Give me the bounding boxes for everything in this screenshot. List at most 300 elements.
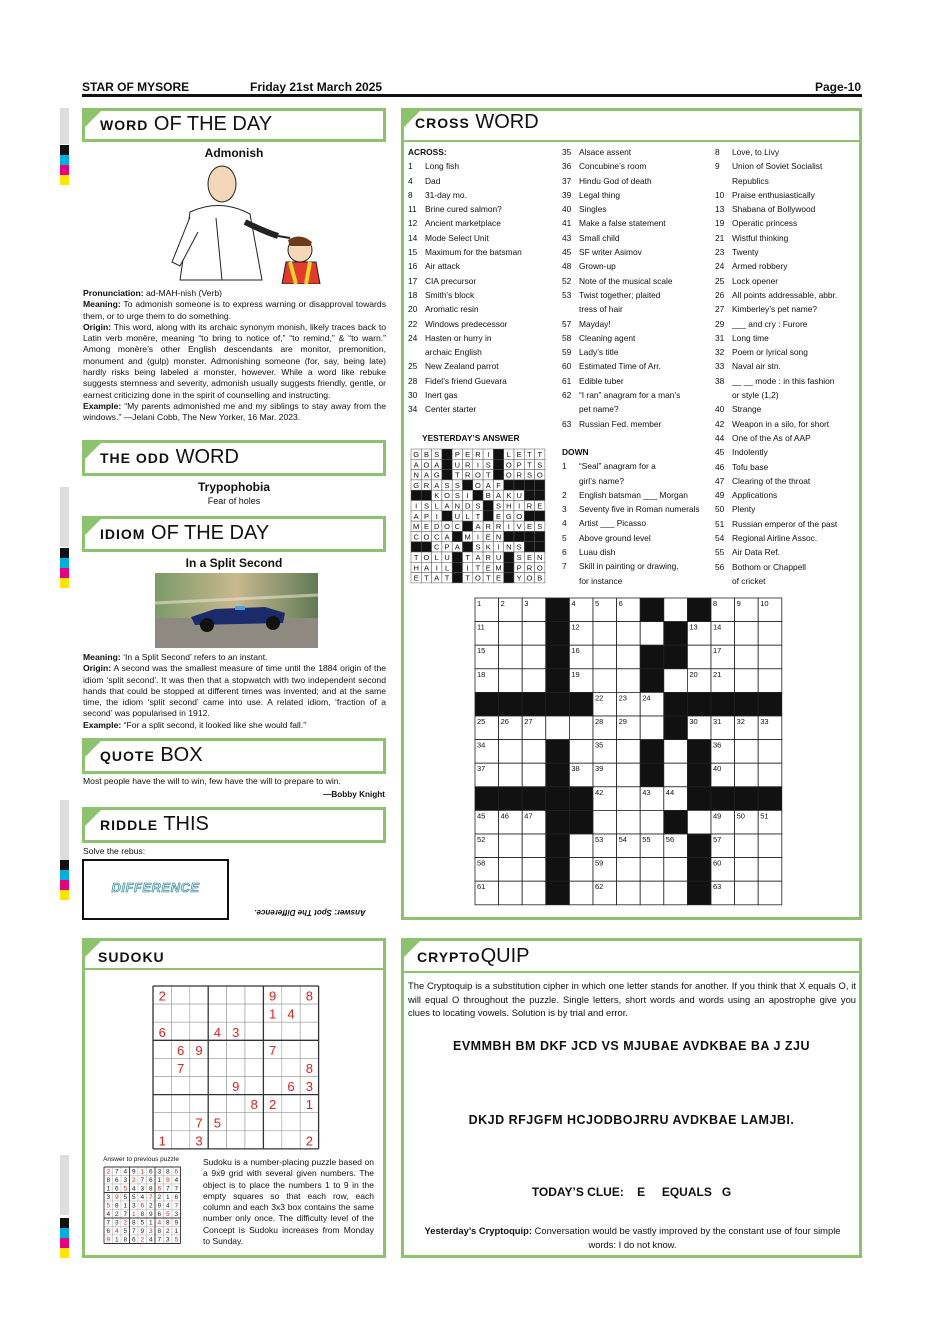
answer-letter: E xyxy=(496,573,502,583)
crossword-cell[interactable] xyxy=(758,622,782,646)
clue-number: 37 xyxy=(477,764,486,774)
sudoku-cell[interactable] xyxy=(190,1095,208,1113)
sudoku-cell[interactable] xyxy=(190,986,208,1004)
sudoku-cell[interactable] xyxy=(208,1077,226,1095)
sudoku-cell[interactable] xyxy=(282,986,300,1004)
block-cell xyxy=(758,692,782,716)
sudoku-cell[interactable] xyxy=(227,1131,245,1149)
sudoku-cell[interactable] xyxy=(171,1077,189,1095)
answer-letter: A xyxy=(485,480,491,490)
crossword-cell[interactable] xyxy=(617,622,641,646)
answer-letter: O xyxy=(505,460,512,470)
clue-number: 20 xyxy=(689,669,698,679)
sudoku-cell[interactable] xyxy=(208,1004,226,1022)
crossword-cell[interactable] xyxy=(640,622,664,646)
crossword-cell[interactable] xyxy=(617,881,641,905)
clue-number: 1 xyxy=(562,461,567,472)
word-of-day-title: WORD OF THE DAY xyxy=(100,113,273,135)
quote-title: QUOTE BOX xyxy=(100,744,203,766)
block-cell xyxy=(504,573,514,583)
answer-letter: O xyxy=(475,470,481,480)
sudoku-grid[interactable] xyxy=(152,985,320,1150)
answer-letter: E xyxy=(537,501,543,511)
crossword-cell[interactable] xyxy=(522,881,546,905)
answer-digit: 8 xyxy=(165,1168,170,1176)
clue-number: 58 xyxy=(477,858,486,868)
crossword-cell[interactable] xyxy=(664,858,688,882)
crossword-grid[interactable] xyxy=(474,597,786,909)
sudoku-cell[interactable] xyxy=(227,1113,245,1131)
crossword-cell[interactable] xyxy=(687,810,711,834)
answer-digit: 3 xyxy=(114,1219,119,1227)
answer-digit: 5 xyxy=(123,1185,128,1193)
answer-letter: P xyxy=(454,450,460,459)
idiom-phrase: In a Split Second xyxy=(185,556,283,570)
clue-number: 4 xyxy=(408,175,413,186)
clue-row xyxy=(715,259,860,273)
cryptoquip-intro: The Cryptoquip is a substitution cipher in which one letter stands for another. If you think that X equals O, it will equal O throughout the puzzle. Single letters, short words and words using an apostrophe give you clues to locating vowels. Solution is by trial and error. xyxy=(408,980,856,1018)
crossword-cell[interactable] xyxy=(664,881,688,905)
corner-flag xyxy=(85,741,101,757)
clue-text: Windows predecessor xyxy=(425,318,508,329)
sudoku-cell[interactable] xyxy=(263,1113,281,1131)
crossword-cell[interactable] xyxy=(569,834,593,858)
answer-letter: K xyxy=(506,491,512,501)
sudoku-cell[interactable] xyxy=(208,1040,226,1058)
crossword-cell[interactable] xyxy=(593,622,617,646)
clue-text: __ __ mode : in this fashion xyxy=(732,375,835,386)
sudoku-cell[interactable] xyxy=(300,1040,318,1058)
clue-number: 31 xyxy=(715,332,725,343)
clue-text: of cricket xyxy=(732,575,766,586)
sudoku-cell[interactable] xyxy=(282,1040,300,1058)
sudoku-cell[interactable] xyxy=(245,1058,263,1076)
clue-text: Maximum for the batsman xyxy=(425,247,522,258)
block-cell xyxy=(687,598,711,622)
sudoku-cell[interactable] xyxy=(245,986,263,1004)
crossword-cell[interactable] xyxy=(593,810,617,834)
clue-row xyxy=(562,245,712,259)
crossword-cell[interactable] xyxy=(640,810,664,834)
clue-number: 44 xyxy=(715,432,725,443)
answer-letter: Y xyxy=(516,573,522,583)
block-cell xyxy=(421,490,431,500)
sudoku-cell[interactable] xyxy=(153,1077,171,1095)
block-cell xyxy=(640,645,664,669)
sudoku-cell[interactable] xyxy=(171,1004,189,1022)
crossword-cell[interactable] xyxy=(758,740,782,764)
answer-digit: 9 xyxy=(106,1236,111,1244)
clue-row xyxy=(715,560,860,574)
crossword-cell[interactable] xyxy=(499,669,523,693)
sudoku-cell[interactable] xyxy=(171,986,189,1004)
crossword-cell[interactable] xyxy=(758,763,782,787)
answer-digit: 1 xyxy=(114,1236,119,1244)
sudoku-cell[interactable] xyxy=(300,1022,318,1040)
answer-digit: 1 xyxy=(165,1194,170,1202)
sudoku-cell[interactable] xyxy=(282,1058,300,1076)
sudoku-cell[interactable] xyxy=(245,1077,263,1095)
clue-number xyxy=(562,302,579,316)
clue-text: Twenty xyxy=(732,247,759,258)
sudoku-cell[interactable] xyxy=(227,1095,245,1113)
answer-letter: R xyxy=(475,450,481,459)
clue-row xyxy=(562,274,712,288)
block-cell xyxy=(475,692,499,716)
answer-letter: L xyxy=(506,450,511,459)
sudoku-cell[interactable] xyxy=(245,1113,263,1131)
sudoku-cell[interactable] xyxy=(263,1058,281,1076)
answer-letter: G xyxy=(433,470,440,480)
block-cell xyxy=(475,787,499,811)
clue-number: 30 xyxy=(408,390,418,401)
clue-number: 39 xyxy=(562,189,572,200)
sudoku-cell[interactable] xyxy=(245,1004,263,1022)
crossword-cell[interactable] xyxy=(735,881,759,905)
crossword-cell[interactable] xyxy=(640,858,664,882)
clue-row xyxy=(408,331,558,345)
sudoku-given: 6 xyxy=(158,1024,166,1040)
crossword-cell[interactable] xyxy=(640,716,664,740)
race-car-photo xyxy=(155,573,318,648)
clue-number: 46 xyxy=(500,811,509,821)
sudoku-cell[interactable] xyxy=(245,1131,263,1149)
sudoku-cell[interactable] xyxy=(190,1058,208,1076)
block-cell xyxy=(514,531,524,541)
clue-text: Love, to Livy xyxy=(732,147,780,157)
clue-text: Brine cured salmon? xyxy=(425,204,502,215)
clue-number: 36 xyxy=(562,161,572,172)
clue-number: 23 xyxy=(618,693,627,703)
sudoku-cell[interactable] xyxy=(227,1004,245,1022)
crossword-cell[interactable] xyxy=(593,645,617,669)
answer-digit: 2 xyxy=(157,1194,162,1202)
clue-text: Singles xyxy=(579,204,607,215)
sudoku-cell[interactable] xyxy=(208,1058,226,1076)
answer-letter: O xyxy=(423,460,430,470)
sudoku-cell[interactable] xyxy=(153,1058,171,1076)
crossword-cell[interactable] xyxy=(758,645,782,669)
crossword-cell[interactable] xyxy=(617,787,641,811)
sudoku-cell[interactable] xyxy=(208,1095,226,1113)
sudoku-cell[interactable] xyxy=(263,1131,281,1149)
crossword-cell[interactable] xyxy=(569,740,593,764)
crossword-cell[interactable] xyxy=(593,669,617,693)
crossword-cell[interactable] xyxy=(522,622,546,646)
crossword-cell[interactable] xyxy=(617,740,641,764)
clue-number: 14 xyxy=(713,622,722,632)
crossword-cell[interactable] xyxy=(522,858,546,882)
crossword-cell[interactable] xyxy=(499,834,523,858)
answer-digit: 6 xyxy=(174,1194,179,1202)
clue-text: Alsace assent xyxy=(579,147,632,157)
sudoku-given: 4 xyxy=(213,1024,222,1040)
clue-text: Strange xyxy=(732,404,762,415)
block-cell xyxy=(546,763,570,787)
crossword-cell[interactable] xyxy=(664,763,688,787)
clue-text: Cleaning agent xyxy=(579,332,636,343)
clue-text: Long fish xyxy=(425,161,459,172)
crossword-cell[interactable] xyxy=(522,740,546,764)
crossword-cell[interactable] xyxy=(617,858,641,882)
crossword-cell[interactable] xyxy=(522,763,546,787)
clue-number: 42 xyxy=(715,418,725,429)
clue-number: 2 xyxy=(500,599,505,608)
answer-digit: 6 xyxy=(140,1202,145,1210)
sudoku-cell[interactable] xyxy=(282,1095,300,1113)
idiom-title: IDIOM OF THE DAY xyxy=(100,522,270,544)
sudoku-answer-label: Answer to previous puzzle xyxy=(103,1156,179,1163)
odd-word: Trypophobia xyxy=(198,480,270,494)
clue-row xyxy=(562,388,712,402)
sudoku-cell[interactable] xyxy=(208,986,226,1004)
sudoku-cell[interactable] xyxy=(245,1040,263,1058)
crossword-cell[interactable] xyxy=(735,669,759,693)
clue-row xyxy=(715,488,860,502)
crossword-cell[interactable] xyxy=(499,858,523,882)
answer-digit: 8 xyxy=(106,1177,111,1185)
block-cell xyxy=(687,692,711,716)
clue-number: 8 xyxy=(713,599,718,608)
answer-letter: I xyxy=(435,511,438,521)
sudoku-cell[interactable] xyxy=(190,1077,208,1095)
clue-row xyxy=(562,574,712,588)
sudoku-cell[interactable] xyxy=(227,986,245,1004)
clue-number: 63 xyxy=(713,882,722,892)
clue-row xyxy=(715,145,860,159)
answer-letter: A xyxy=(434,460,440,470)
answer-letter: U xyxy=(516,491,522,501)
crossword-cell[interactable] xyxy=(758,881,782,905)
crossword-cell[interactable] xyxy=(758,834,782,858)
clue-number: 5 xyxy=(595,599,600,608)
crossword-cell[interactable] xyxy=(546,716,570,740)
answer-digit: 7 xyxy=(174,1185,179,1193)
clue-row xyxy=(715,445,860,459)
answer-digit: 9 xyxy=(174,1219,179,1227)
sudoku-cell[interactable] xyxy=(282,1022,300,1040)
crossword-cell[interactable] xyxy=(499,622,523,646)
crossword-cell[interactable] xyxy=(758,669,782,693)
clue-number xyxy=(562,402,579,416)
clue-number: 38 xyxy=(715,375,725,386)
sudoku-cell[interactable] xyxy=(171,1131,189,1149)
sudoku-cell[interactable] xyxy=(171,1095,189,1113)
crossword-cell[interactable] xyxy=(735,858,759,882)
sudoku-given: 8 xyxy=(305,1061,314,1076)
answer-letter: D xyxy=(434,522,440,532)
crossword-cell[interactable] xyxy=(569,858,593,882)
cryptoquip-rule xyxy=(403,971,860,973)
cryptoquip-line1: EVMMBH BM DKF JCD VS MJUBAE AVDKBAE BA J ZJU xyxy=(453,1039,810,1053)
sudoku-cell[interactable] xyxy=(245,1022,263,1040)
odd-word-definition: Fear of holes xyxy=(207,496,261,506)
sudoku-cell[interactable] xyxy=(282,1131,300,1149)
clue-row xyxy=(715,274,860,288)
riddle-title: RIDDLE THIS xyxy=(100,813,209,835)
block-cell xyxy=(735,787,759,811)
clue-row xyxy=(408,159,558,173)
block-cell xyxy=(452,562,462,572)
sudoku-cell[interactable] xyxy=(282,1113,300,1131)
block-cell xyxy=(463,521,473,531)
answer-digit: 9 xyxy=(157,1202,162,1210)
crossword-cell[interactable] xyxy=(617,645,641,669)
crossword-cell[interactable] xyxy=(735,622,759,646)
sudoku-cell[interactable] xyxy=(153,1095,171,1113)
crossword-cell[interactable] xyxy=(617,763,641,787)
clue-number: 50 xyxy=(715,504,725,515)
block-cell xyxy=(499,787,523,811)
block-cell xyxy=(499,692,523,716)
block-cell xyxy=(493,459,503,469)
sudoku-given: 7 xyxy=(176,1061,185,1076)
block-cell xyxy=(535,531,545,541)
clue-text: Mayday! xyxy=(579,318,611,329)
crossword-cell[interactable] xyxy=(617,810,641,834)
crossword-cell[interactable] xyxy=(499,645,523,669)
answer-letter: O xyxy=(444,491,450,501)
clue-number: 42 xyxy=(595,787,604,797)
answer-digit: 5 xyxy=(140,1219,145,1227)
block-cell xyxy=(664,645,688,669)
answer-letter: A xyxy=(444,532,450,542)
answer-letter: G xyxy=(413,480,420,490)
crossword-cell[interactable] xyxy=(664,740,688,764)
sudoku-cell[interactable] xyxy=(153,1040,171,1058)
crossword-cell[interactable] xyxy=(499,881,523,905)
crossword-cell[interactable] xyxy=(758,858,782,882)
clue-number: 52 xyxy=(562,275,572,286)
clue-text: archaic English xyxy=(425,347,482,358)
clue-number: 49 xyxy=(713,811,722,821)
clue-number: 25 xyxy=(715,275,725,286)
sudoku-cell[interactable] xyxy=(227,1058,245,1076)
clue-row xyxy=(562,402,712,416)
sudoku-cell[interactable] xyxy=(190,1004,208,1022)
answer-digit: 8 xyxy=(131,1219,136,1227)
clue-number xyxy=(715,174,732,188)
clue-text: Praise enthusiastically xyxy=(732,189,815,200)
clue-number: 18 xyxy=(477,669,486,679)
sudoku-cell[interactable] xyxy=(153,1004,171,1022)
clue-text: Kimberley’s pet name? xyxy=(732,304,818,315)
clue-text: ___ and cry : Furore xyxy=(732,318,808,329)
crossword-cell[interactable] xyxy=(569,716,593,740)
crossword-cell[interactable] xyxy=(569,881,593,905)
clue-number: 45 xyxy=(562,247,572,258)
crossword-cell[interactable] xyxy=(735,763,759,787)
clue-number: 16 xyxy=(408,261,418,272)
clue-row xyxy=(715,545,860,559)
crossword-cell[interactable] xyxy=(640,881,664,905)
odd-word-title: THE ODD WORD xyxy=(100,446,239,468)
answer-digit: 3 xyxy=(123,1177,128,1185)
answer-letter: S xyxy=(423,501,429,511)
answer-digit: 5 xyxy=(131,1194,136,1202)
block-cell xyxy=(421,542,431,552)
answer-letter: S xyxy=(454,480,460,490)
clue-text: Air Data Ref. xyxy=(732,547,780,558)
block-cell xyxy=(687,763,711,787)
block-cell xyxy=(524,542,534,552)
sudoku-cell[interactable] xyxy=(171,1022,189,1040)
answer-letter: C xyxy=(454,522,461,532)
crossword-cell[interactable] xyxy=(735,740,759,764)
clue-number: 21 xyxy=(715,232,725,243)
answer-digit: 2 xyxy=(140,1236,145,1244)
sudoku-given: 7 xyxy=(268,1042,277,1058)
block-cell xyxy=(463,542,473,552)
crossword-cell[interactable] xyxy=(664,669,688,693)
answer-letter: A xyxy=(475,522,481,532)
answer-letter: S xyxy=(496,501,502,511)
answer-letter: T xyxy=(527,460,532,470)
sudoku-cell[interactable] xyxy=(171,1113,189,1131)
crossword-cell[interactable] xyxy=(687,645,711,669)
answer-digit: 9 xyxy=(140,1228,145,1236)
clue-number: 24 xyxy=(715,261,725,272)
block-cell xyxy=(522,692,546,716)
crossword-cell[interactable] xyxy=(522,834,546,858)
answer-letter: G xyxy=(413,450,420,459)
sudoku-cell[interactable] xyxy=(227,1040,245,1058)
riddle-prompt: Solve the rebus: xyxy=(83,846,146,856)
sudoku-cell[interactable] xyxy=(263,1077,281,1095)
sudoku-cell[interactable] xyxy=(263,1022,281,1040)
paper-name: STAR OF MYSORE xyxy=(82,80,190,94)
crossword-cell[interactable] xyxy=(664,598,688,622)
clue-text: Shabana of Bollywood xyxy=(732,204,816,215)
block-cell xyxy=(504,562,514,572)
answer-digit: 7 xyxy=(140,1177,145,1185)
sudoku-cell[interactable] xyxy=(300,1004,318,1022)
answer-digit: 6 xyxy=(148,1168,153,1176)
clue-number: 39 xyxy=(595,764,604,774)
clue-number: 54 xyxy=(715,533,725,544)
clue-text: Armed robbery xyxy=(732,261,788,272)
clue-number xyxy=(562,574,579,588)
clue-number: 58 xyxy=(562,332,572,343)
clue-row xyxy=(562,545,712,559)
corner-flag xyxy=(85,519,101,535)
sudoku-cell[interactable] xyxy=(190,1022,208,1040)
admonish-illustration xyxy=(150,162,330,284)
clue-number: 14 xyxy=(408,232,418,243)
clue-number: 10 xyxy=(760,599,769,608)
sudoku-cell[interactable] xyxy=(208,1131,226,1149)
clue-number: 56 xyxy=(715,561,725,572)
answer-digit: 6 xyxy=(157,1185,162,1193)
crossword-cell[interactable] xyxy=(617,669,641,693)
clue-text: All points addressable, abbr. xyxy=(732,289,838,300)
answer-letter: N xyxy=(537,553,543,562)
block-cell xyxy=(687,858,711,882)
answer-letter: O xyxy=(536,563,543,573)
answer-digit: 3 xyxy=(148,1228,153,1236)
crossword-cell[interactable] xyxy=(735,645,759,669)
crossword-cell[interactable] xyxy=(499,740,523,764)
crossword-cell[interactable] xyxy=(499,763,523,787)
crossword-cell[interactable] xyxy=(522,645,546,669)
sudoku-cell[interactable] xyxy=(153,1113,171,1131)
crossword-cell[interactable] xyxy=(735,834,759,858)
crossword-cell[interactable] xyxy=(522,669,546,693)
clue-number: 59 xyxy=(595,858,604,868)
sudoku-cell[interactable] xyxy=(300,1113,318,1131)
clue-text: or style (1,2) xyxy=(732,390,779,401)
clue-row xyxy=(408,216,558,230)
